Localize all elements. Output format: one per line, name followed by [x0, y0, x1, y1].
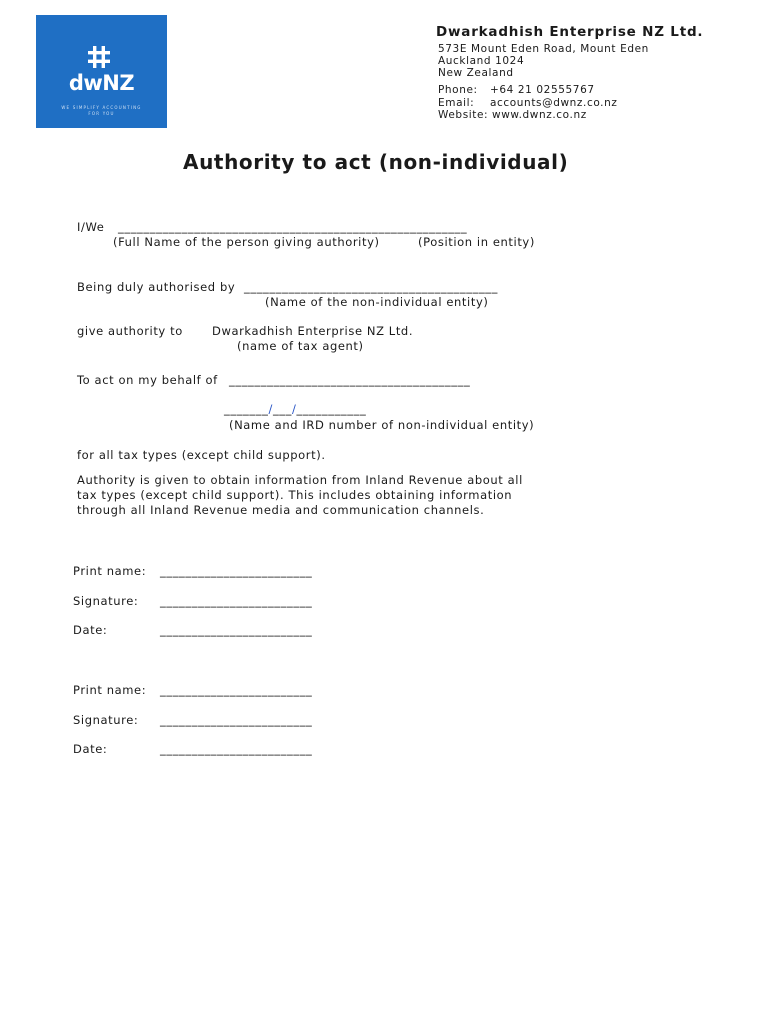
hash-icon — [87, 45, 111, 69]
company-address-line-3: New Zealand — [438, 67, 514, 79]
email-value[interactable]: accounts@dwnz.co.nz — [490, 97, 618, 109]
ird-hint: (Name and IRD number of non-individual entity) — [229, 418, 535, 432]
tax-agent-name: Dwarkadhish Enterprise NZ Ltd. — [212, 324, 414, 338]
iwe-label: I/We — [77, 220, 105, 234]
ird-number-field[interactable] — [224, 403, 366, 416]
company-name: Dwarkadhish Enterprise NZ Ltd. — [436, 24, 704, 40]
document-title: Authority to act (non-individual) — [183, 150, 569, 174]
entity-name-field[interactable]: ________________________________________ — [244, 280, 498, 294]
signature-label: Signature: — [73, 594, 139, 608]
position-hint: (Position in entity) — [418, 235, 535, 249]
give-authority-label: give authority to — [77, 324, 183, 338]
signature-label-2: Signature: — [73, 713, 139, 727]
signature-field[interactable]: ________________________ — [160, 594, 313, 608]
entity-hint: (Name of the non-individual entity) — [265, 295, 489, 309]
company-address-line-2: Auckland 1024 — [438, 55, 525, 67]
ird-line-1: _______ — [224, 402, 269, 416]
date-field[interactable]: ________________________ — [160, 623, 313, 637]
date-label: Date: — [73, 623, 108, 637]
company-address-line-1: 573E Mount Eden Road, Mount Eden — [438, 43, 649, 55]
behalf-field[interactable]: ______________________________________ — [229, 373, 471, 387]
company-logo — [36, 15, 167, 128]
authority-paragraph-line-3: through all Inland Revenue media and communication channels. — [77, 503, 485, 517]
signature-field-2[interactable]: ________________________ — [160, 713, 313, 727]
print-name-field-2[interactable]: ________________________ — [160, 683, 313, 697]
behalf-label: To act on my behalf of — [77, 373, 218, 387]
authority-paragraph-line-1: Authority is given to obtain information from Inland Revenue about all — [77, 473, 523, 487]
print-name-field[interactable]: ________________________ — [160, 564, 313, 578]
duly-authorised-label: Being duly authorised by — [77, 280, 236, 294]
website-label: Website: — [438, 109, 489, 121]
tax-types-text: for all tax types (except child support). — [77, 448, 326, 462]
logo-tagline: WE SIMPLIFY ACCOUNTING — [61, 105, 142, 110]
ird-line-3: ___________ — [296, 402, 367, 416]
date-field-2[interactable]: ________________________ — [160, 742, 313, 756]
authority-paragraph-line-2: tax types (except child support). This includes obtaining information — [77, 488, 513, 502]
email-label: Email: — [438, 97, 475, 109]
print-name-label: Print name: — [73, 564, 147, 578]
phone-value: +64 21 02555767 — [490, 84, 595, 96]
logo-brand: dwNZ — [68, 71, 135, 95]
website-value[interactable]: www.dwnz.co.nz — [492, 109, 587, 121]
ird-slash-1: / — [268, 402, 273, 416]
phone-label: Phone: — [438, 84, 478, 96]
tax-agent-hint: (name of tax agent) — [237, 339, 364, 353]
iwe-name-field[interactable]: _______________________________________________________ — [118, 220, 468, 234]
ird-slash-2: / — [292, 402, 297, 416]
full-name-hint: (Full Name of the person giving authority) — [113, 235, 380, 249]
ird-line-2: ___ — [272, 402, 292, 416]
logo-tagline-2: FOR YOU — [88, 111, 115, 116]
print-name-label-2: Print name: — [73, 683, 147, 697]
date-label-2: Date: — [73, 742, 108, 756]
